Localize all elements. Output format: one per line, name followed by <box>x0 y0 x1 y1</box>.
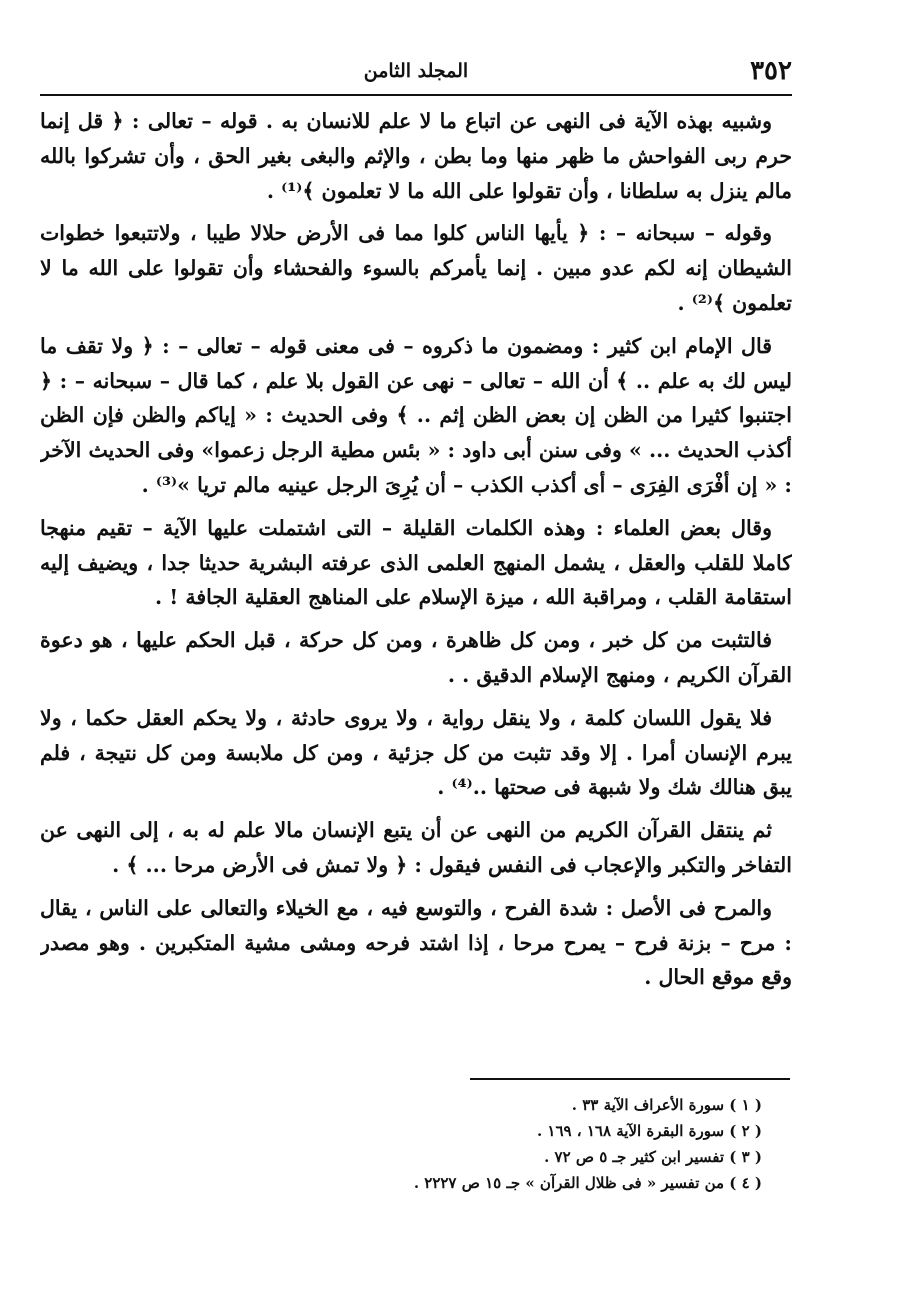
paragraph-1: وشبيه بهذه الآية فى النهى عن اتباع ما لا علم للانسان به . قوله – تعالى : ﴿ قل إنما حرم ربى الفواحش ما ظهر منها وما بطن ، والإثم والبغى بغير الحق ، وأن تشركوا بالله مالم ينزل به سلطانا ، وأن تقولوا على الله ما لا تعلمون ﴾⁽¹⁾ . <box>40 109 792 203</box>
paragraph-5: فالتثبت من كل خبر ، ومن كل ظاهرة ، ومن كل حركة ، قبل الحكم عليها ، هو دعوة القرآن الكريم ، ومنهج الإسلام الدقيق . . <box>40 628 792 687</box>
footnote-4: ( ٤ ) من تفسير « فى ظلال القرآن » جـ ١٥ ص ٢٢٢٧ . <box>413 1174 762 1192</box>
body-text <box>40 104 792 1074</box>
footnotes <box>300 1092 762 1196</box>
paragraph-7: ثم ينتقل القرآن الكريم من النهى عن أن يتبع الإنسان مالا علم له به ، إلى النهى عن التفاخر والتكبر والإعجاب فى النفس فيقول : ﴿ ولا تمش فى الأرض مرحا ... ﴾ . <box>40 818 792 877</box>
paragraph-8: والمرح فى الأصل : شدة الفرح ، والتوسع فيه ، مع الخيلاء والتعالى على الناس ، يقال : مرح – بزنة فرح – يمرح مرحا ، إذا اشتد فرحه ومشى مشية المتكبرين . وهو مصدر وقع موقع الحال . <box>40 895 792 990</box>
paragraph-6: فلا يقول اللسان كلمة ، ولا ينقل رواية ، ولا يروى حادثة ، ولا يحكم العقل حكما ، ولا يبرم الإنسان أمرا . إلا وقد تثبت من كل جزئية ، ومن كل ملابسة ومن كل نتيجة ، فلم يبق هنالك شك ولا شبهة فى صحتها ..⁽⁴⁾ . <box>40 705 792 800</box>
page-header <box>40 52 792 92</box>
paragraph-3: قال الإمام ابن كثير : ومضمون ما ذكروه – فى معنى قوله – تعالى – : ﴿ ولا تقف ما ليس لك به علم .. ﴾ أن الله – تعالى – نهى عن القول بلا علم ، كما قال – سبحانه – : ﴿ اجتنبوا كثيرا من الظن إن بعض الظن إثم .. ﴾ وفى الحديث : « إياكم والظن فإن الظن أكذب الحديث ... » وفى سنن أبى داود : « بئس مطية الرجل زعموا» وفى الحديث الآخر : « إن أفْرَى الفِرَى – أى أكذب الكذب – أن يُرِىَ الرجل عينيه مالم تريا »⁽³⁾ . <box>40 333 792 497</box>
page-number: ٣٥٢ <box>750 56 792 86</box>
footnote-1: ( ١ ) سورة الأعراف الآية ٣٣ . <box>571 1096 762 1114</box>
running-title: المجلد الثامن <box>363 60 469 82</box>
footnote-rule <box>470 1078 790 1080</box>
footnote-3: ( ٣ ) تفسير ابن كثير جـ ٥ ص ٧٢ . <box>544 1148 762 1166</box>
paragraph-4: وقال بعض العلماء : وهذه الكلمات القليلة – التى اشتملت عليها الآية – تقيم منهجا كاملا للقلب والعقل ، يشمل المنهج العلمى الذى عرفته البشرية حديثا جدا ، ويضيف إليه استقامة القلب ، ومراقبة الله ، ميزة الإسلام على المناهج العقلية الجافة ! . <box>40 515 792 610</box>
header-rule <box>40 94 792 96</box>
footnote-2: ( ٢ ) سورة البقرة الآية ١٦٨ ، ١٦٩ . <box>536 1122 762 1140</box>
paragraph-2: وقوله – سبحانه – : ﴿ يأيها الناس كلوا مما فى الأرض حلالا طيبا ، ولاتتبعوا خطوات الشيطان إنه لكم عدو مبين . إنما يأمركم بالسوء والفحشاء وأن تقولوا على الله ما لا تعلمون ﴾⁽²⁾ . <box>40 221 792 315</box>
